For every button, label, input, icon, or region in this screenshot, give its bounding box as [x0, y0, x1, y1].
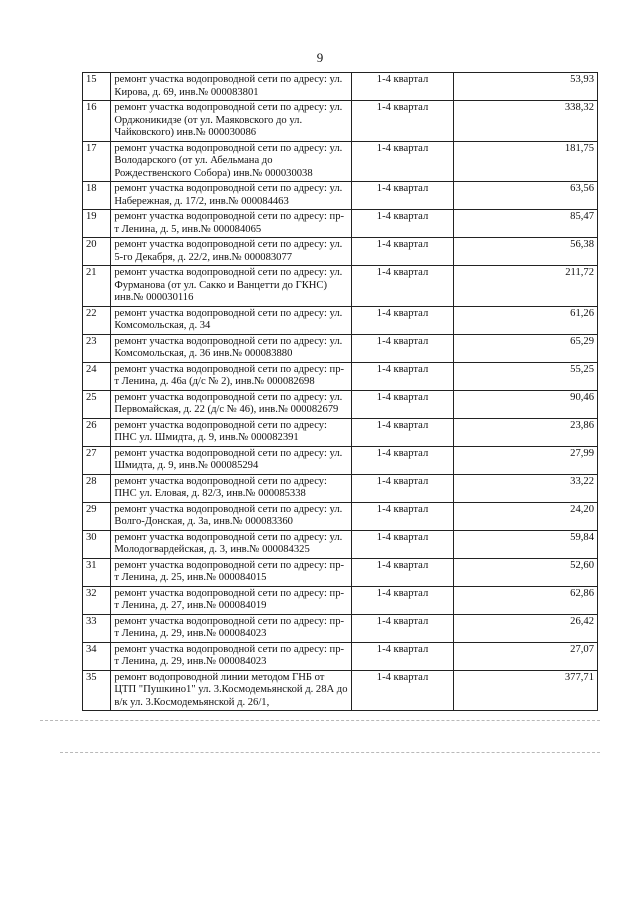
work-amount: 63,56: [453, 182, 597, 210]
table-row: [83, 73, 598, 101]
table-row: [83, 210, 598, 238]
row-number: 33: [83, 614, 111, 642]
table-row: [83, 362, 598, 390]
page-number: 9: [316, 50, 324, 65]
row-number: 29: [83, 502, 111, 530]
table-row: [83, 530, 598, 558]
work-amount: 33,22: [453, 474, 597, 502]
work-period: 1-4 квартал: [352, 586, 454, 614]
table-row: [83, 642, 598, 670]
work-description: ремонт водопроводной линии методом ГНБ от ЦТП "Пушкино1" ул. 3.Космодемьянской д. 28А до в/к ул. 3.Космодемьянской д. 26/1,: [111, 670, 352, 711]
work-period: 1-4 квартал: [352, 446, 454, 474]
work-amount: 53,93: [453, 73, 597, 101]
work-period: 1-4 квартал: [352, 614, 454, 642]
work-amount: 61,26: [453, 306, 597, 334]
work-amount: 85,47: [453, 210, 597, 238]
row-number: 30: [83, 530, 111, 558]
row-number: 31: [83, 558, 111, 586]
row-number: 20: [83, 238, 111, 266]
table-row: [83, 418, 598, 446]
table-row: [83, 558, 598, 586]
scan-artifact-line: [60, 752, 600, 753]
work-amount: 23,86: [453, 418, 597, 446]
work-period: 1-4 квартал: [352, 141, 454, 182]
row-number: 19: [83, 210, 111, 238]
row-number: 28: [83, 474, 111, 502]
table-row: [83, 474, 598, 502]
work-amount: 211,72: [453, 266, 597, 307]
work-amount: 181,75: [453, 141, 597, 182]
work-description: ремонт участка водопроводной сети по адресу: пр-т Ленина, д. 29, инв.№ 000084023: [111, 614, 352, 642]
row-number: 17: [83, 141, 111, 182]
work-amount: 56,38: [453, 238, 597, 266]
work-description: ремонт участка водопроводной сети по адресу: пр-т Ленина, д. 46а (д/с № 2), инв.№ 000082698: [111, 362, 352, 390]
work-amount: 52,60: [453, 558, 597, 586]
work-period: 1-4 квартал: [352, 210, 454, 238]
work-period: 1-4 квартал: [352, 73, 454, 101]
work-period: 1-4 квартал: [352, 502, 454, 530]
work-amount: 24,20: [453, 502, 597, 530]
table-row: [83, 101, 598, 142]
row-number: 32: [83, 586, 111, 614]
work-description: ремонт участка водопроводной сети по адресу: ПНС ул. Еловая, д. 82/3, инв.№ 000085338: [111, 474, 352, 502]
row-number: 21: [83, 266, 111, 307]
work-description: ремонт участка водопроводной сети по адресу: ул. Фурманова (от ул. Сакко и Ванцетти до ГКНС) инв.№ 000030116: [111, 266, 352, 307]
work-description: ремонт участка водопроводной сети по адресу: ул. Молодогвардейская, д. 3, инв.№ 000084325: [111, 530, 352, 558]
work-description: ремонт участка водопроводной сети по адресу: ул. Комсомольская, д. 34: [111, 306, 352, 334]
work-description: ремонт участка водопроводной сети по адресу: пр-т Ленина, д. 29, инв.№ 000084023: [111, 642, 352, 670]
scan-artifact-line: [40, 720, 600, 721]
table-row: [83, 586, 598, 614]
row-number: 26: [83, 418, 111, 446]
work-description: ремонт участка водопроводной сети по адресу: ул. Кирова, д. 69, инв.№ 000083801: [111, 73, 352, 101]
work-period: 1-4 квартал: [352, 670, 454, 711]
work-description: ремонт участка водопроводной сети по адресу: пр-т Ленина, д. 27, инв.№ 000084019: [111, 586, 352, 614]
work-period: 1-4 квартал: [352, 238, 454, 266]
work-amount: 59,84: [453, 530, 597, 558]
table-row: [83, 182, 598, 210]
row-number: 24: [83, 362, 111, 390]
table-row: [83, 238, 598, 266]
row-number: 34: [83, 642, 111, 670]
work-description: ремонт участка водопроводной сети по адресу: ул. Володарского (от ул. Абельмана до Рождественского Собора) инв.№ 000030038: [111, 141, 352, 182]
row-number: 25: [83, 390, 111, 418]
work-period: 1-4 квартал: [352, 362, 454, 390]
works-table-body: [83, 73, 598, 711]
work-amount: 27,99: [453, 446, 597, 474]
table-row: [83, 670, 598, 711]
row-number: 23: [83, 334, 111, 362]
work-description: ремонт участка водопроводной сети по адресу: ул. Набережная, д. 17/2, инв.№ 000084463: [111, 182, 352, 210]
table-row: [83, 306, 598, 334]
work-amount: 55,25: [453, 362, 597, 390]
work-amount: 377,71: [453, 670, 597, 711]
work-description: ремонт участка водопроводной сети по адресу: ул. Шмидта, д. 9, инв.№ 000085294: [111, 446, 352, 474]
row-number: 35: [83, 670, 111, 711]
work-period: 1-4 квартал: [352, 642, 454, 670]
work-period: 1-4 квартал: [352, 306, 454, 334]
work-description: ремонт участка водопроводной сети по адресу: пр-т Ленина, д. 25, инв.№ 000084015: [111, 558, 352, 586]
work-period: 1-4 квартал: [352, 182, 454, 210]
work-amount: 27,07: [453, 642, 597, 670]
work-description: ремонт участка водопроводной сети по адресу: ул. Первомайская, д. 22 (д/с № 46), инв.№ 000082679: [111, 390, 352, 418]
work-description: ремонт участка водопроводной сети по адресу: ул. 5-го Декабря, д. 22/2, инв.№ 000083077: [111, 238, 352, 266]
work-period: 1-4 квартал: [352, 390, 454, 418]
work-period: 1-4 квартал: [352, 530, 454, 558]
work-period: 1-4 квартал: [352, 334, 454, 362]
table-row: [83, 390, 598, 418]
work-description: ремонт участка водопроводной сети по адресу: ул. Волго-Донская, д. 3а, инв.№ 000083360: [111, 502, 352, 530]
work-amount: 338,32: [453, 101, 597, 142]
row-number: 18: [83, 182, 111, 210]
table-row: [83, 266, 598, 307]
work-description: ремонт участка водопроводной сети по адресу: ул. Комсомольская, д. 36 инв.№ 000083880: [111, 334, 352, 362]
work-period: 1-4 квартал: [352, 418, 454, 446]
work-description: ремонт участка водопроводной сети по адресу: ул. Орджоникидзе (от ул. Маяковского до ул. Чайковского) инв.№ 000030086: [111, 101, 352, 142]
work-amount: 90,46: [453, 390, 597, 418]
work-amount: 65,29: [453, 334, 597, 362]
row-number: 15: [83, 73, 111, 101]
works-table: [82, 72, 598, 711]
work-period: 1-4 квартал: [352, 558, 454, 586]
work-description: ремонт участка водопроводной сети по адресу: ПНС ул. Шмидта, д. 9, инв.№ 000082391: [111, 418, 352, 446]
table-row: [83, 502, 598, 530]
work-period: 1-4 квартал: [352, 266, 454, 307]
table-row: [83, 614, 598, 642]
table-row: [83, 334, 598, 362]
row-number: 22: [83, 306, 111, 334]
table-row: [83, 141, 598, 182]
work-period: 1-4 квартал: [352, 474, 454, 502]
row-number: 27: [83, 446, 111, 474]
table-row: [83, 446, 598, 474]
work-description: ремонт участка водопроводной сети по адресу: пр-т Ленина, д. 5, инв.№ 000084065: [111, 210, 352, 238]
work-amount: 26,42: [453, 614, 597, 642]
work-amount: 62,86: [453, 586, 597, 614]
work-period: 1-4 квартал: [352, 101, 454, 142]
row-number: 16: [83, 101, 111, 142]
